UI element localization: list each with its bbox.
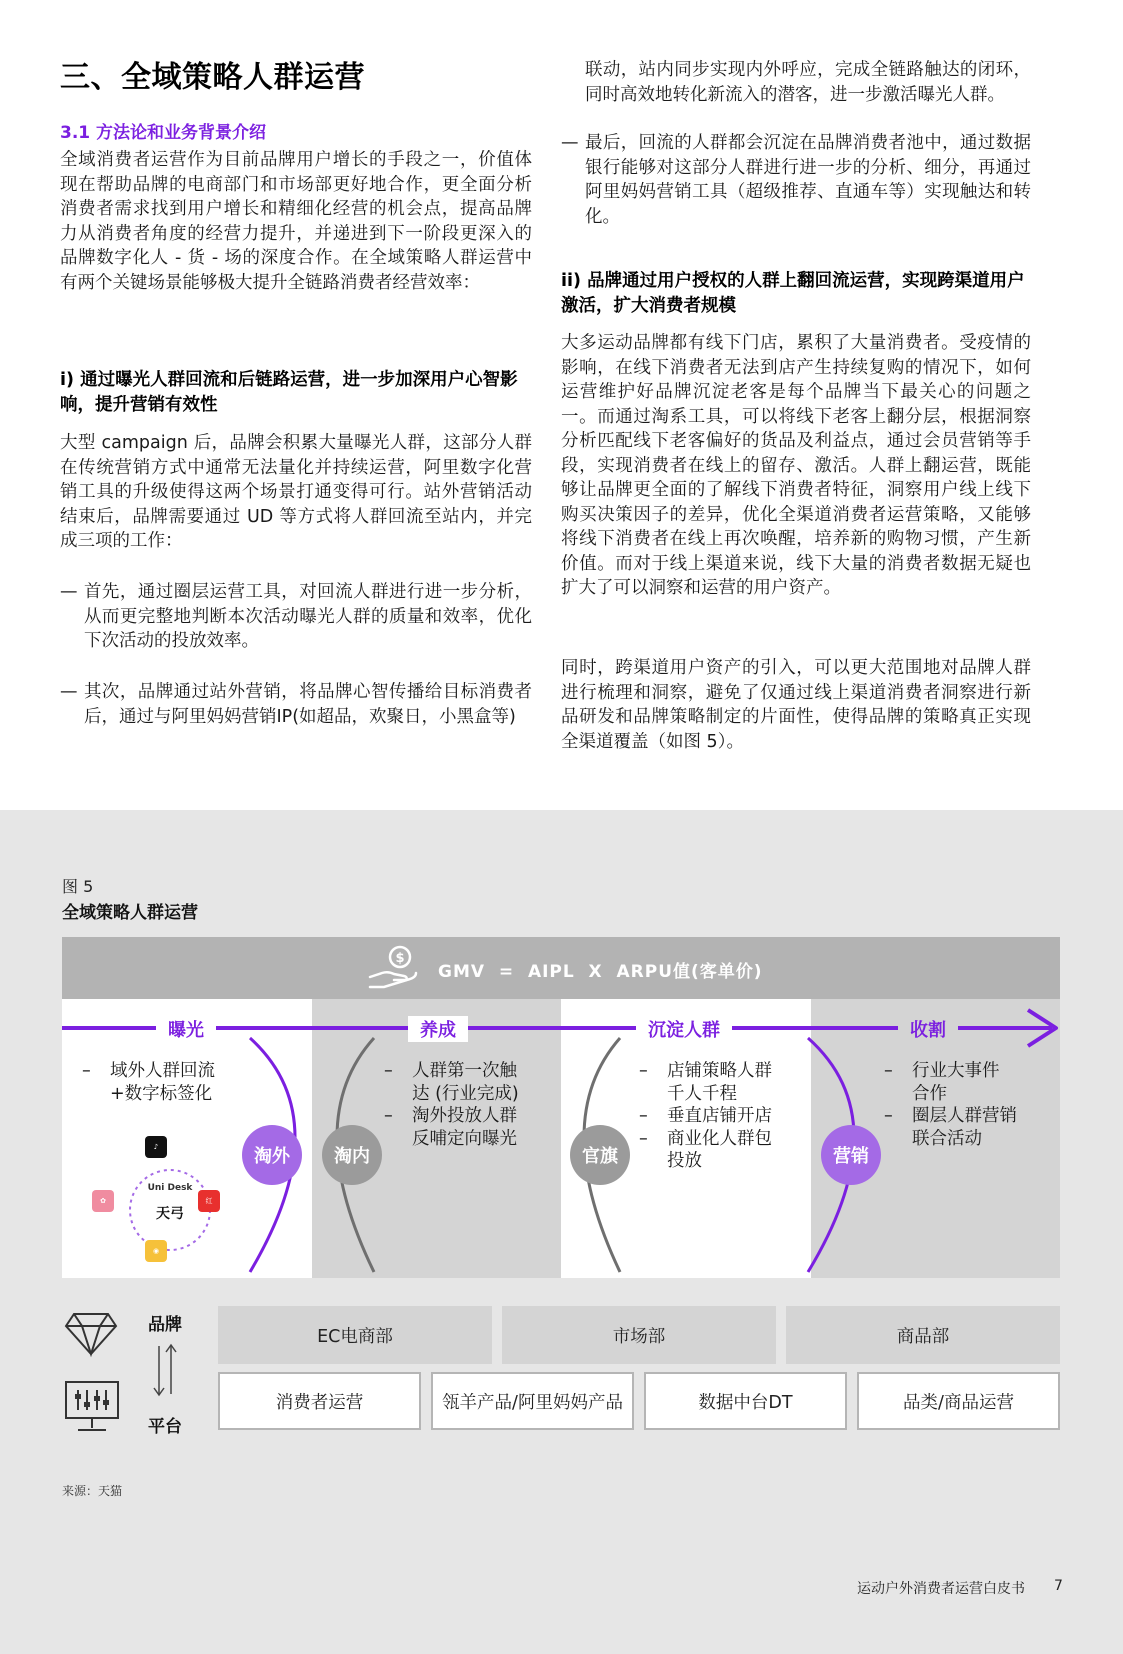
platform-box-data-dt: 数据中台DT [644, 1372, 847, 1430]
stage-label-accumulate: 沉淀人群 [636, 1016, 732, 1042]
bullet-item: 联合活动 [912, 1128, 982, 1149]
unidesk-name: 天弓 [156, 1206, 184, 1222]
bullet-item: – 淘外投放人群 [384, 1105, 554, 1128]
stage-label-harvest: 收割 [898, 1016, 958, 1042]
footer-doc-title: 运动户外消费者运营白皮书 [857, 1581, 1025, 1597]
bullet-item: 合作 [912, 1083, 947, 1104]
money-hand-icon [366, 943, 422, 993]
stage-label-exposure: 曝光 [156, 1016, 216, 1042]
bullet-item: 千人千程 [667, 1083, 737, 1104]
bullet-item: – 人群第一次触 [384, 1060, 554, 1083]
intro-paragraph: 全域消费者运营作为目前品牌用户增长的手段之一，价值体现在帮助品牌的电商部门和市场部更好地合作，更全面分析消费者需求找到用户增长和精细化经营的机会点，提高品牌力从消费者角度的经营力提升，并递进到下一阶段更深入的品牌数字化人 - 货 - 场的深度合作。在全域策略人群运营中有两个关键场景能够极大提升全链路消费者经营效率： [60, 150, 532, 293]
stage-harvest-bullets [884, 1060, 1054, 1150]
bullet-item: 投放 [667, 1151, 702, 1171]
bullet-third: — 最后，回流的人群都会沉淀在品牌消费者池中，通过数据银行能够对这部分人群进行进一步的分析、细分，再通过阿里妈妈营销工具（超级推荐、直通车等）实现触达和转化。 [561, 131, 1031, 229]
brand-label: 品牌 [148, 1315, 182, 1335]
page-number: 7 [1054, 1578, 1063, 1594]
paragraph-4: 同时，跨渠道用户资产的引入，可以更大范围地对品牌人群进行梳理和洞察，避免了仅通过线上渠道消费者洞察进行新品研发和品牌策略制定的片面性，使得品牌的策略真正实现全渠道覆盖（如图 5）。 [561, 658, 1031, 752]
badge-yingxiao: 营销 [821, 1125, 881, 1185]
bullet-item: – 商业化人群包 [639, 1128, 809, 1151]
weibo-icon: ◉ [145, 1240, 167, 1262]
gmv-formula: GMV = AIPL X ARPU值(客单价) [438, 962, 763, 982]
page-title: 三、全域策略人群运营 [60, 60, 365, 95]
brand-box-marketing: 市场部 [502, 1306, 776, 1364]
bullet-item: – 圈层人群营销 [884, 1105, 1054, 1128]
lofter-icon: ✿ [92, 1190, 114, 1212]
paragraph-2: 大型 campaign 后，品牌会积累大量曝光人群，这部分人群在传统营销方式中通常无法量化并持续运营，阿里数字化营销工具的升级使得这两个场景打通变得可行。站外营销活动结束后，品牌需要通过 UD 等方式将人群回流至站内，并完成三项的工作： [60, 433, 532, 551]
monitor-dashboard-icon [64, 1380, 120, 1434]
figure-title: 全域策略人群运营 [62, 903, 198, 923]
svg-text:$: $ [395, 951, 405, 966]
paragraph-3: 大多运动品牌都有线下门店，累积了大量消费者。受疫情的影响，在线下消费者无法到店产生持续复购的情况下，如何运营维护好品牌沉淀老客是每个品牌当下最关心的问题之一。而通过淘系工具，可以将线下老客上翻分层，根据洞察分析匹配线下老客偏好的货品及利益点，通过会员营销等手段，实现消费者在线上的留存、激活。人群上翻运营，既能够让品牌更全面的了解线下消费者特征，洞察用户线上线下购买决策因子的差异，优化全渠道消费者运营策略，又能够将线下消费者在线上再次唤醒，培养新的购物习惯，产生新价值。而对于线上渠道来说，线下大量的消费者数据无疑也扩大了可以洞察和运营的用户资产。 [561, 333, 1031, 598]
figure-number: 图 5 [62, 877, 94, 896]
bullet-second: — 其次，品牌通过站外营销，将品牌心智传播给目标消费者后，通过与阿里妈妈营销IP(如超品，欢聚日，小黑盒等) [60, 680, 532, 729]
bullet-item: – 店铺策略人群 [639, 1060, 809, 1083]
diamond-icon [64, 1308, 118, 1358]
stage-exposure-bullets [82, 1060, 262, 1105]
brand-box-merchandise: 商品部 [786, 1306, 1060, 1364]
subheading-1: i) 通过曝光人群回流和后链路运营，进一步加深用户心智影响，提升营销有效性 [60, 370, 518, 415]
bullet-first: — 首先，通过圈层运营工具，对回流人群进行进一步分析，从而更完整地判断本次活动曝光人群的质量和效率，优化下次活动的投放效率。 [60, 580, 532, 654]
figure-source: 来源：天猫 [62, 1484, 123, 1498]
tiktok-icon: ♪ [145, 1136, 167, 1158]
stage-accumulate-bullets [639, 1060, 809, 1173]
bullet-item: – 垂直店铺开店 [639, 1105, 809, 1128]
platform-box-consumer-ops: 消费者运营 [218, 1372, 421, 1430]
badge-taonei: 淘内 [322, 1125, 382, 1185]
stage-label-nurture: 养成 [408, 1016, 468, 1042]
bullet-item: +数字标签化 [110, 1083, 213, 1104]
subheading-2: ii) 品牌通过用户授权的人群上翻回流运营，实现跨渠道用户激活，扩大消费者规模 [561, 271, 1025, 316]
platform-label: 平台 [148, 1417, 182, 1437]
stage-nurture-bullets [384, 1060, 554, 1150]
section-heading: 3.1 方法论和业务背景介绍 [60, 123, 267, 143]
bullet-item: 达 (行业完成) [412, 1083, 519, 1104]
bullet-second-continued: 联动，站内同步实现内外呼应，完成全链路触达的闭环，同时高效地转化新流入的潜客，进一步激活曝光人群。 [585, 60, 1031, 105]
unidesk-title: Uni Desk [147, 1183, 193, 1193]
badge-guanqi: 官旗 [570, 1125, 630, 1185]
brand-box-ec: EC电商部 [218, 1306, 492, 1364]
platform-box-products: 瓴羊产品/阿里妈妈产品 [431, 1372, 634, 1430]
badge-taowai: 淘外 [242, 1125, 302, 1185]
xiaohongshu-icon: 红 [198, 1190, 220, 1212]
platform-box-category-ops: 品类/商品运营 [857, 1372, 1060, 1430]
up-down-arrows-icon [150, 1342, 180, 1398]
bullet-item: 反哺定向曝光 [412, 1128, 517, 1149]
bullet-item: – 行业大事件 [884, 1060, 1054, 1083]
bullet-item: – 域外人群回流 [82, 1060, 262, 1083]
